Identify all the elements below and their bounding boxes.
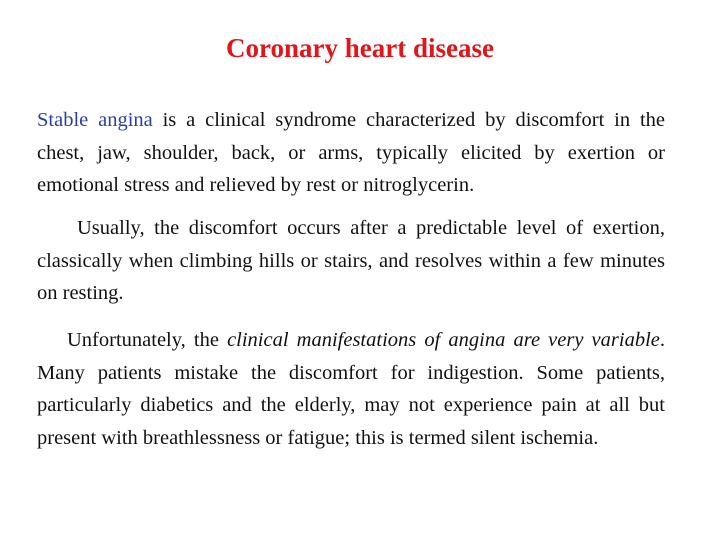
term-stable-angina: Stable angina <box>37 109 153 131</box>
paragraph-3-text: . Many patients mistake the discomfort for indigestion. Some patients, particularly diabetics and the elderly, may not experience pain at all but present with breathlessness or fatigue; this is termed silent ischemia. <box>37 329 665 449</box>
paragraph-variable-manifestations <box>37 324 665 454</box>
paragraph-stable-angina <box>37 104 665 202</box>
paragraph-discomfort-exertion <box>37 212 665 310</box>
paragraph-2-text: Usually, the discomfort occurs after a predictable level of exertion, classically when climbing hills or stairs, and resolves within a few minutes on resting. <box>37 217 665 304</box>
emphasis-clinical-manifestations: clinical manifestations of angina are very variable <box>227 329 660 351</box>
slide-title: Coronary heart disease <box>226 33 494 63</box>
paragraph-3-lead: Unfortunately, the <box>67 329 228 351</box>
paragraph-1-text: is a clinical syndrome characterized by discomfort in the chest, jaw, shoulder, back, or arms, typically elicited by exertion or emotional stress and relieved by rest or nitroglycerin. <box>37 109 665 196</box>
